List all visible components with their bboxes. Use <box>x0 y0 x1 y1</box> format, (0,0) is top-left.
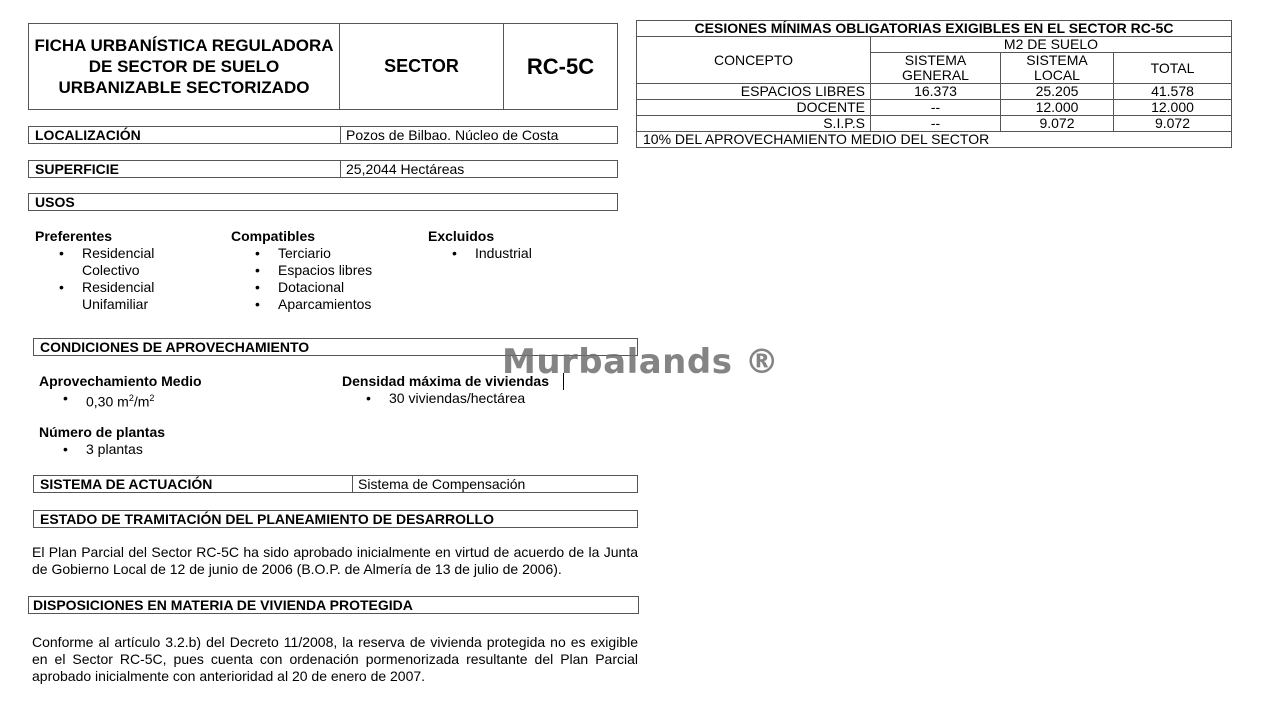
sistema-local-header: SISTEMA LOCAL <box>1001 53 1114 84</box>
cesiones-table <box>636 20 1232 148</box>
m2-header: M2 DE SUELO <box>871 37 1232 53</box>
tramitacion-text: El Plan Parcial del Sector RC-5C ha sido aprobado inicialmente en virtud de acuerdo de la Junta de Gobierno Local de 12 de junio de 2006 (B.O.P. de Almería de 13 de julio de 2006). <box>32 544 638 577</box>
localizacion-value: Pozos de Bilbao. Núcleo de Costa <box>346 127 559 143</box>
usos-header: USOS <box>28 193 618 211</box>
list-item: • Aparcamientos <box>231 296 411 313</box>
sector-code: RC-5C <box>526 53 595 79</box>
list-item: • Industrial <box>428 245 608 262</box>
usos-compatibles <box>231 228 411 313</box>
list-item: • Residencial Colectivo <box>35 245 195 279</box>
table-row <box>637 84 1232 100</box>
superficie-value: 25,2044 Hectáreas <box>346 161 465 177</box>
vivienda-header: DISPOSICIONES EN MATERIA DE VIVIENDA PROTEGIDA <box>28 596 639 614</box>
plantas-value: • 3 plantas <box>39 441 319 458</box>
general-cell: 16.373 <box>871 84 1001 100</box>
total-cell: 12.000 <box>1114 100 1232 116</box>
total-cell: 41.578 <box>1114 84 1232 100</box>
compatibles-title: Compatibles <box>231 228 316 244</box>
actuacion-value: Sistema de Compensación <box>358 476 526 492</box>
usos-preferentes <box>35 228 215 313</box>
list-item: • Dotacional <box>231 279 411 296</box>
local-cell: 25.205 <box>1001 84 1114 100</box>
total-header: TOTAL <box>1114 53 1232 84</box>
watermark-logo: Murbalands ® <box>502 342 780 382</box>
sistema-general-header: SISTEMA GENERAL <box>871 53 1001 84</box>
usos-excluidos <box>428 228 608 262</box>
tramitacion-header: ESTADO DE TRAMITACIÓN DEL PLANEAMIENTO DE DESARROLLO <box>33 510 638 528</box>
aprovechamiento-medio-title: Aprovechamiento Medio <box>39 373 202 389</box>
local-cell: 9.072 <box>1001 116 1114 132</box>
localizacion-label: LOCALIZACIÓN <box>29 127 341 143</box>
superficie-label: SUPERFICIE <box>29 161 341 177</box>
table-row <box>637 100 1232 116</box>
densidad-title: Densidad máxima de viviendas <box>342 373 549 389</box>
document-title: FICHA URBANÍSTICA REGULADORA DE SECTOR DE SUELO URBANIZABLE SECTORIZADO <box>29 24 340 109</box>
aprovechamiento-header: CONDICIONES DE APROVECHAMIENTO <box>33 338 638 356</box>
header-table <box>28 23 618 110</box>
general-cell: -- <box>871 116 1001 132</box>
concept-cell: DOCENTE <box>637 100 871 116</box>
local-cell: 12.000 <box>1001 100 1114 116</box>
numero-plantas <box>39 424 319 458</box>
vivienda-text: Conforme al artículo 3.2.b) del Decreto 11/2008, la reserva de vivienda protegida no es exigible en el Sector RC-5C, pues cuenta con ordenación pormenorizada resultante del Plan Parcial aprobado inicialmente con anterioridad al 20 de enero de 2007. <box>32 634 638 684</box>
actuacion-row <box>33 475 638 493</box>
list-item: • Residencial Unifamiliar <box>35 279 195 313</box>
plantas-title: Número de plantas <box>39 424 166 440</box>
total-cell: 9.072 <box>1114 116 1232 132</box>
densidad-value: • 30 viviendas/hectárea <box>342 390 632 407</box>
aprovechamiento-footer: 10% DEL APROVECHAMIENTO MEDIO DEL SECTOR <box>637 132 1232 148</box>
aprovechamiento-medio <box>39 373 319 411</box>
concept-cell: ESPACIOS LIBRES <box>637 84 871 100</box>
sector-label: SECTOR <box>340 24 504 109</box>
list-item: • Terciario <box>231 245 411 262</box>
localizacion-row <box>28 126 618 144</box>
cesiones-title: CESIONES MÍNIMAS OBLIGATORIAS EXIGIBLES EN EL SECTOR RC-5C <box>637 21 1232 37</box>
concepto-header: CONCEPTO <box>637 37 871 84</box>
general-cell: -- <box>871 100 1001 116</box>
actuacion-label: SISTEMA DE ACTUACIÓN <box>34 476 353 492</box>
excluidos-title: Excluidos <box>428 228 495 244</box>
list-item: • Espacios libres <box>231 262 411 279</box>
concept-cell: S.I.P.S <box>637 116 871 132</box>
aprovechamiento-medio-value: • 0,30 $m^2/m^2$ <box>39 390 319 411</box>
superficie-row <box>28 160 618 178</box>
preferentes-title: Preferentes <box>35 228 113 244</box>
table-row <box>637 116 1232 132</box>
